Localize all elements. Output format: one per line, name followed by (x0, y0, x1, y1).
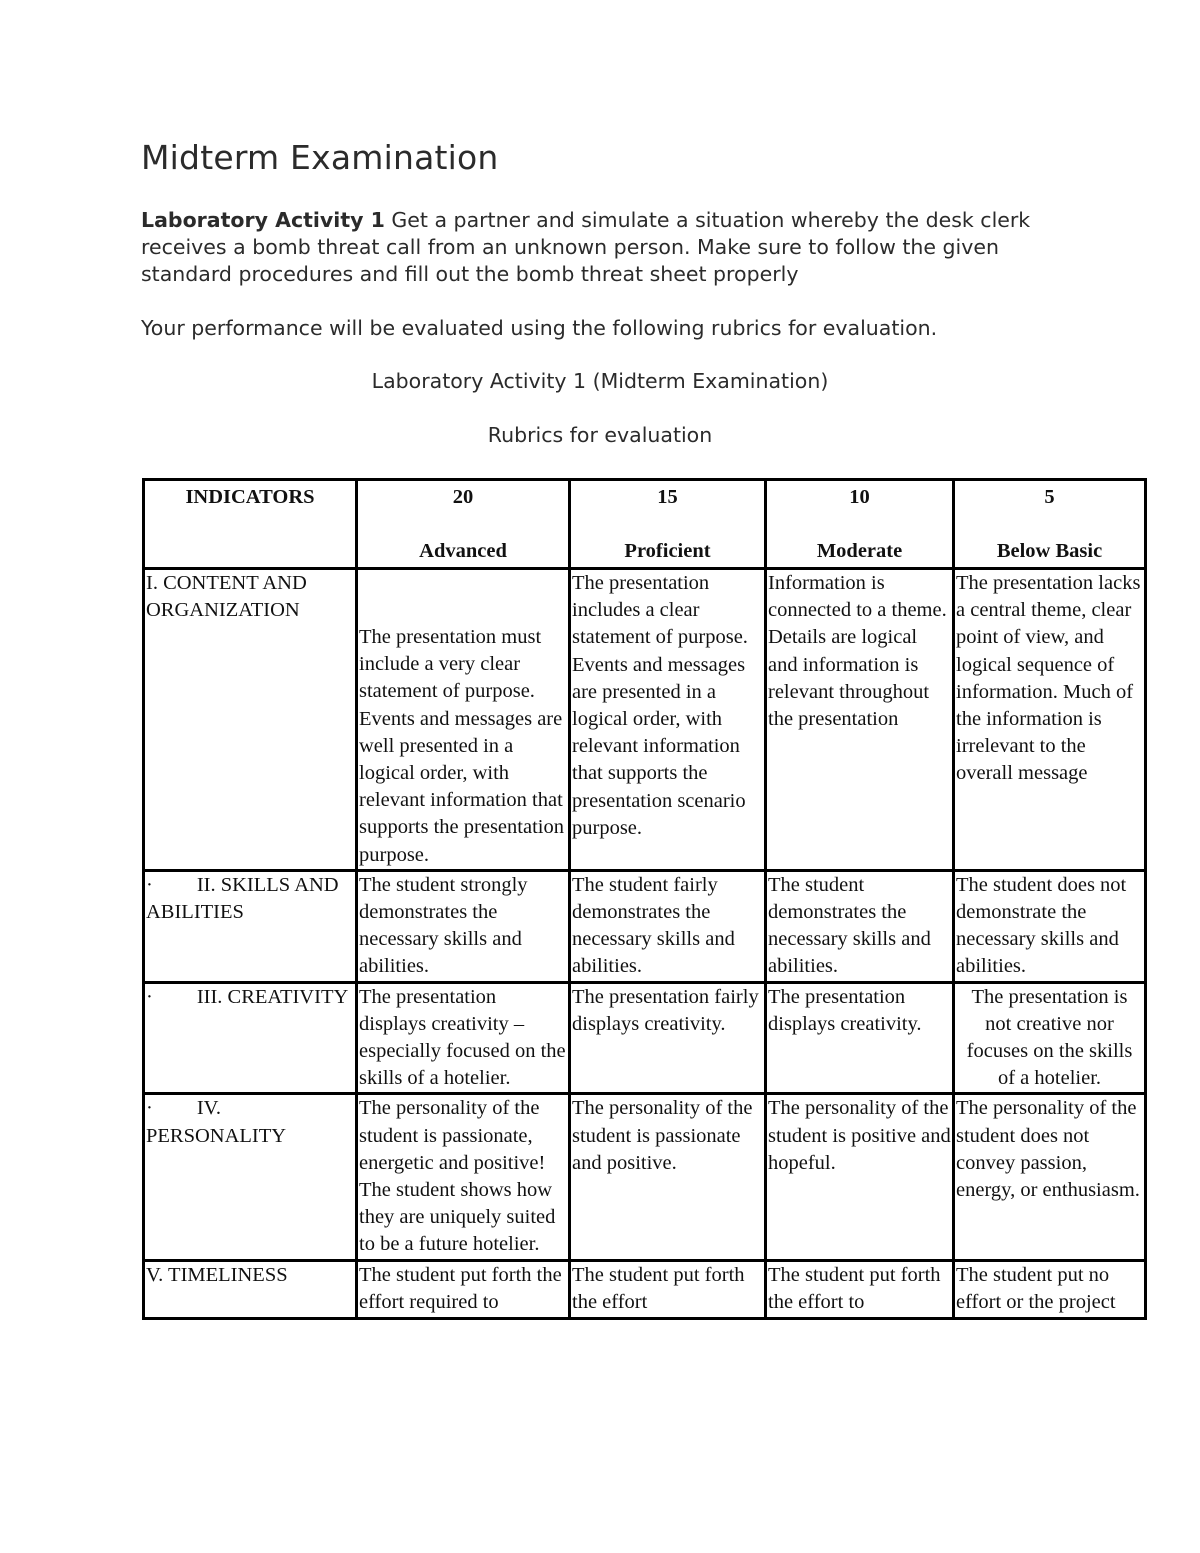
level-header-moderate (766, 480, 954, 569)
rubric-table-heading: Laboratory Activity 1 (Midterm Examination) (371, 369, 829, 393)
rubric-row-creativity (144, 982, 1146, 1094)
level-label: Advanced (419, 540, 507, 562)
rubric-row-content-organization (144, 569, 1146, 871)
proficient-cell: The student fairly demonstrates the necessary skills and abilities. (570, 870, 766, 982)
indicator-cell: I. CONTENT AND ORGANIZATION (144, 569, 357, 871)
moderate-cell: Information is connected to a theme. Details are logical and information is relevant throughout the presentation (766, 569, 954, 871)
moderate-cell: The presentation displays creativity. (766, 982, 954, 1094)
rubric-table-subheading: Rubrics for evaluation (487, 423, 713, 447)
rubric-table (142, 478, 1147, 1320)
indicator-cell: · III. CREATIVITY (144, 982, 357, 1094)
bullet-marker: · (146, 985, 153, 1008)
level-header-advanced (357, 480, 570, 569)
level-label: Moderate (816, 540, 903, 562)
indicator-cell: · II. SKILLS AND ABILITIES (144, 870, 357, 982)
below-basic-cell: The student put no effort or the project (954, 1260, 1146, 1318)
rubric-row-personality (144, 1094, 1146, 1260)
moderate-cell: The student put forth the effort to (766, 1260, 954, 1318)
level-label: Proficient (624, 540, 711, 562)
indicator-cell: · IV. PERSONALITY (144, 1094, 357, 1260)
indicator-cell: V. TIMELINESS (144, 1260, 357, 1318)
activity-description: Get a partner and simulate a situation whereby the desk clerk receives a bomb threat call from an unknown person. Make sure to follow the given standard procedures and fill out the bomb threat sheet properly (141, 208, 1031, 286)
moderate-cell: The student demonstrates the necessary skills and abilities. (766, 870, 954, 982)
rubric-header-row (144, 480, 1146, 569)
proficient-cell: The student put forth the effort (570, 1260, 766, 1318)
proficient-cell: The presentation includes a clear statement of purpose. Events and messages are presented in a logical order, with relevant information that supports the presentation scenario purpose. (570, 569, 766, 871)
bullet-marker: · (146, 873, 153, 896)
rubric-row-timeliness (144, 1260, 1146, 1318)
proficient-cell: The personality of the student is passionate and positive. (570, 1094, 766, 1260)
level-score: 10 (849, 486, 870, 508)
indicators-header: INDICATORS (144, 480, 357, 569)
advanced-cell: The personality of the student is passionate, energetic and positive! The student shows how they are uniquely suited to be a future hotelier. (357, 1094, 570, 1260)
activity-label: Laboratory Activity 1 (141, 208, 385, 232)
level-score: 20 (452, 486, 474, 508)
advanced-cell: The student put forth the effort required to (357, 1260, 570, 1318)
moderate-cell: The personality of the student is positive and hopeful. (766, 1094, 954, 1260)
evaluation-note: Your performance will be evaluated using the following rubrics for evaluation. (141, 316, 938, 340)
below-basic-cell: The student does not demonstrate the necessary skills and abilities. (954, 870, 1146, 982)
advanced-cell: The presentation displays creativity – especially focused on the skills of a hotelier. (357, 982, 570, 1094)
proficient-cell: The presentation fairly displays creativity. (570, 982, 766, 1094)
bullet-marker: · (146, 1097, 153, 1120)
rubric-row-skills-abilities (144, 870, 1146, 982)
advanced-cell: The student strongly demonstrates the necessary skills and abilities. (357, 870, 570, 982)
activity-instructions (141, 207, 1081, 288)
level-header-below-basic (954, 480, 1146, 569)
level-score: 5 (1044, 486, 1055, 508)
level-score: 15 (657, 486, 678, 508)
below-basic-cell: The presentation is not creative nor focuses on the skills of a hotelier. (954, 982, 1146, 1094)
below-basic-cell: The presentation lacks a central theme, clear point of view, and logical sequence of information. Much of the information is irrelevant to the overall message (954, 569, 1146, 871)
page-title: Midterm Examination (141, 138, 499, 177)
advanced-cell: The presentation must include a very clear statement of purpose. Events and messages are well presented in a logical order, with relevant information that supports the presentation purpose. (357, 569, 570, 871)
level-header-proficient (570, 480, 766, 569)
below-basic-cell: The personality of the student does not convey passion, energy, or enthusiasm. (954, 1094, 1146, 1260)
level-label: Below Basic (996, 540, 1103, 562)
